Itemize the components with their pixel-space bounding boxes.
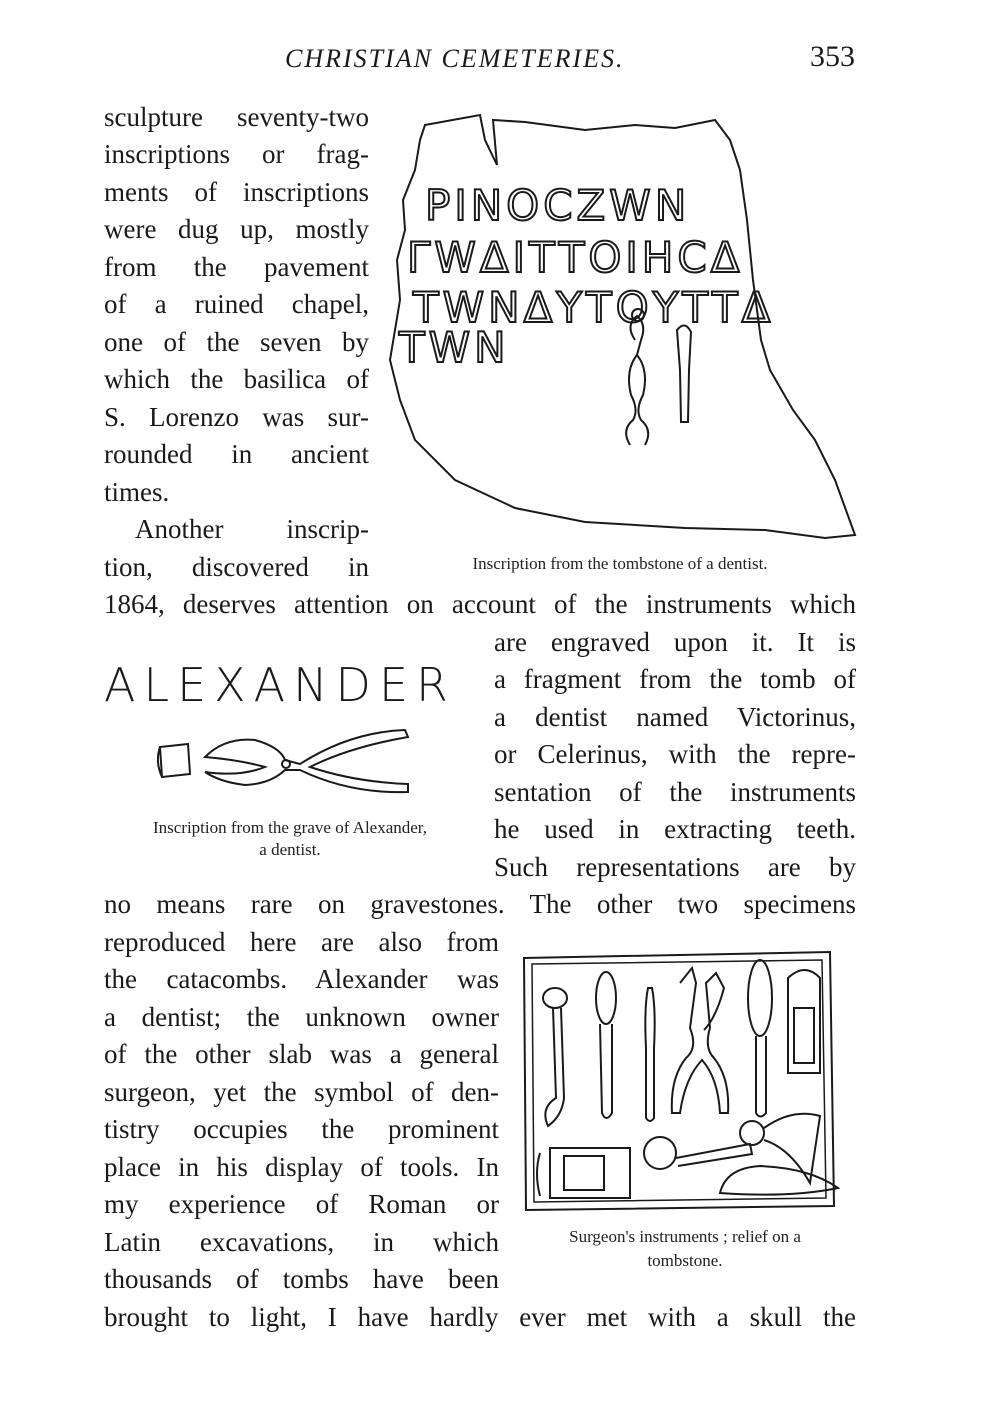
surgeon-caption-line1: Surgeon's instruments ; relief on a [569, 1227, 801, 1246]
text-line: of the other slab was a general [104, 1039, 499, 1069]
text-line: reproduced here are also from [104, 927, 499, 957]
scalpel-icon [677, 325, 691, 422]
text-line: one of the seven by [104, 327, 369, 357]
hook-icon [645, 988, 654, 1121]
page-number: 353 [810, 40, 855, 73]
dentist-tombstone-figure [385, 110, 855, 550]
text-line: or Celerinus, with the repre- [494, 739, 856, 769]
alexander-forceps-figure [150, 722, 420, 802]
forceps-icon [672, 968, 728, 1113]
alexander-caption-line1: Inscription from the grave of Alexander, [152, 818, 428, 837]
text-line: 1864, deserves attention on account of the instruments which [104, 589, 856, 619]
running-header-title: CHRISTIAN CEMETERIES. [285, 44, 625, 73]
surgeon-caption-line2: tombstone. [647, 1251, 723, 1270]
shears-icon [720, 1114, 838, 1195]
text-line: sculpture seventy-two [104, 102, 369, 132]
text-line: Such representations are by [494, 852, 856, 882]
inscription-line: TWN [399, 323, 510, 372]
text-line: are engraved upon it. It is [494, 627, 856, 657]
spatula-icon [596, 972, 616, 1118]
inscription-line: ΓWΔΙΤΤΟΙΗCΔ [407, 233, 744, 282]
cupping-glass-icon [644, 1137, 752, 1169]
text-line: brought to light, I have hardly ever met with a skull the [104, 1302, 856, 1332]
text-line: ments of inscriptions [104, 177, 369, 207]
text-line: no means rare on gravestones. The other two specimens [104, 889, 856, 919]
text-line: sentation of the instruments [494, 777, 856, 807]
text-line: rounded in ancient [104, 439, 369, 469]
box-icon [788, 970, 820, 1073]
alexander-inscription: ALEXANDER [104, 658, 456, 712]
text-line: Another inscrip- [135, 514, 369, 544]
text-line: the catacombs. Alexander was [104, 964, 499, 994]
text-line: a dentist named Victorinus, [494, 702, 856, 732]
alexander-caption-line2: a dentist. [259, 840, 321, 859]
lancet-icon [748, 960, 772, 1117]
inscription-line: TWNΔΥΤΟΥΤΤΔ [413, 283, 775, 332]
probe-icon [543, 988, 567, 1126]
text-line: surgeon, yet the symbol of den- [104, 1077, 499, 1107]
text-line: place in his display of tools. In [104, 1152, 499, 1182]
surgeon-instruments-figure [520, 948, 845, 1218]
text-line: a fragment from the tomb of [494, 664, 856, 694]
tooth-icon [158, 744, 190, 777]
text-line: inscriptions or frag- [104, 139, 369, 169]
forceps-icon [205, 730, 408, 792]
text-line: of a ruined chapel, [104, 289, 369, 319]
text-line: times. [104, 477, 170, 507]
dentist-tombstone-caption: Inscription from the tombstone of a dentist. [472, 554, 768, 573]
text-line: S. Lorenzo was sur- [104, 402, 369, 432]
text-line: tistry occupies the prominent [104, 1114, 499, 1144]
inscription-line: PINOCZWN [425, 181, 691, 230]
text-line: thousands of tombs have been [104, 1264, 499, 1294]
text-line: tion, discovered in [104, 552, 369, 582]
text-line: my experience of Roman or [104, 1189, 499, 1219]
text-line: a dentist; the unknown owner [104, 1002, 499, 1032]
text-line: from the pavement [104, 252, 369, 282]
text-line: were dug up, mostly [104, 214, 369, 244]
text-line: Latin excavations, in which [104, 1227, 499, 1257]
text-line: he used in extracting teeth. [494, 814, 856, 844]
text-line: which the basilica of [104, 364, 369, 394]
sponge-icon [537, 1148, 630, 1198]
